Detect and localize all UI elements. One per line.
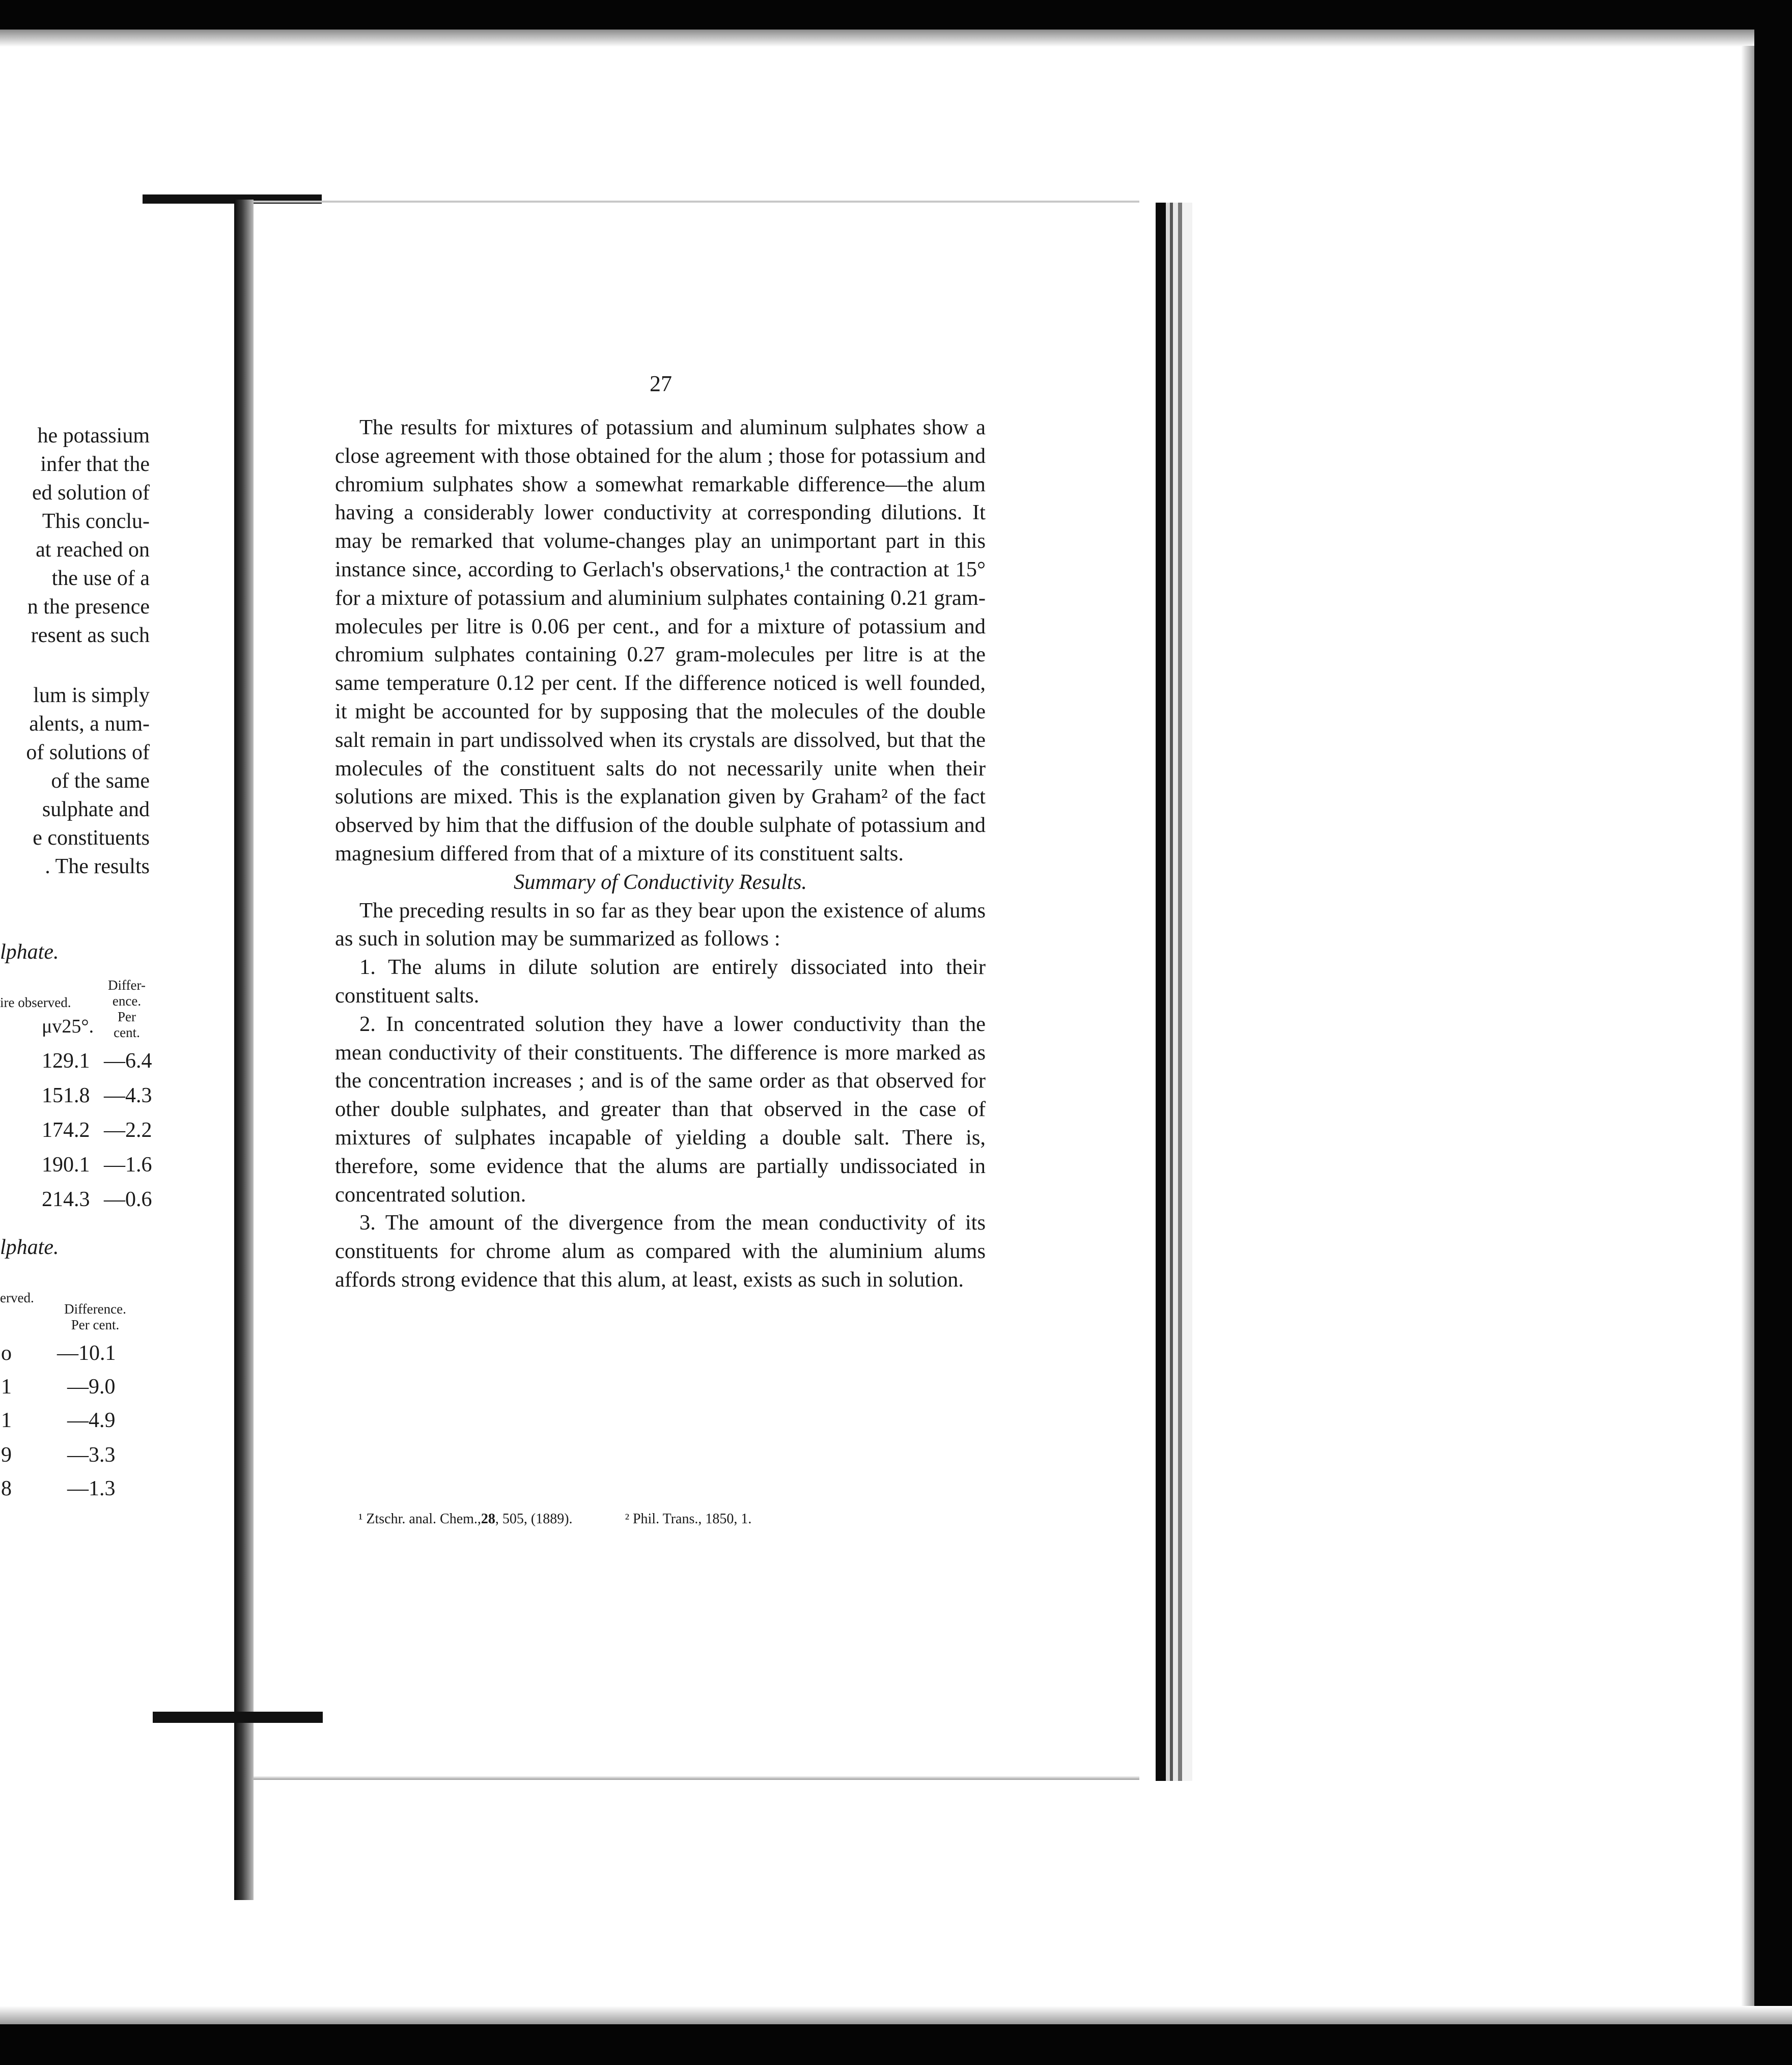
left-table2-diff: —10.1	[57, 1342, 116, 1365]
scan-border-right	[1754, 0, 1792, 2065]
book-spine	[234, 200, 254, 1900]
left-line: of the same	[51, 769, 150, 793]
page-body	[335, 413, 986, 1294]
scan-border-top	[0, 0, 1792, 30]
footnote-2: ² Phil. Trans., 1850, 1.	[625, 1511, 752, 1527]
summary-item-2: 2. In concentrated solution they have a lower conductivity than the mean conductivity of their constituents. The difference is more marked as the concentration increases ; and is of the same order as that observed for other double sulphates, and greater than that observed in the case of mixtures of sulphates incapable of yielding a double salt. There is, therefore, some evidence that the alums are partially undissociated in concentrated solution.	[335, 1012, 986, 1207]
gutter-bar-bottom	[153, 1712, 323, 1723]
left-table2-observed: 8	[1, 1477, 12, 1500]
left-table1-observed: 174.2	[42, 1119, 90, 1142]
left-table1-observed: 190.1	[42, 1153, 90, 1177]
footnote-1-suffix: , 505, (1889).	[495, 1511, 573, 1527]
section-heading: Summary of Conductivity Results.	[513, 870, 807, 894]
footnotes	[358, 1511, 751, 1527]
left-line: at reached on	[36, 538, 150, 562]
left-line: e constituents	[33, 826, 150, 850]
left-line: This conclu-	[42, 510, 150, 533]
left-table1-diff: —1.6	[104, 1153, 152, 1177]
left-table2-observed-header: erved.	[0, 1290, 34, 1305]
left-table1-diff: —2.2	[104, 1119, 152, 1142]
left-page-fragment	[0, 0, 153, 2065]
footnote-1	[358, 1511, 573, 1527]
page-number: 27	[650, 371, 672, 396]
left-table1-diff-header: Differ- ence. Per cent.	[108, 978, 146, 1040]
page-bottom-edge	[254, 1776, 1139, 1780]
left-line: lum is simply	[33, 684, 150, 707]
left-table1-heading: lphate.	[0, 940, 59, 964]
left-table2-observed: o	[1, 1342, 12, 1365]
summary-item-3: 3. The amount of the divergence from the mean conductivity of its constituents for chrome alum as compared with the aluminium alums affords strong evidence that this alum, at least, exists as such in solution.	[335, 1211, 986, 1292]
page-top-edge	[254, 201, 1139, 203]
left-table1-diff: —6.4	[104, 1049, 152, 1073]
left-line: of solutions of	[26, 741, 150, 764]
paragraph-volume-changes: The results for mixtures of potassium and aluminum sulphates show a close agreement with those obtained for the alum ; those for potassium and chromium sulphates show a somewhat remarkable difference—the alum having a considerably lower conductivity at corresponding dilutions. It may be remarked that volume-changes play an unimportant part in this instance since, according to Gerlach's observations,¹ the contraction at 15° for a mixture of potassium and aluminium sulphates containing 0.21 gram-molecules per litre is 0.06 per cent., and for a mixture of potassium and chromium sulphates containing 0.27 gram-molecules per litre is at the same temperature 0.12 per cent. If the difference noticed is well founded, it might be accounted for by supposing that the molecules of the double salt remain in part undissolved when its crystals are dissolved, but that the molecules of the constituent salts do not necessarily unite when their solutions are mixed. This is the explanation given by Graham² of the fact observed by him that the diffusion of the double sulphate of potassium and magnesium differed from that of a mixture of its constituent salts.	[335, 415, 986, 866]
left-line: ed solution of	[32, 481, 150, 505]
left-line: the use of a	[51, 567, 150, 590]
left-line: . The results	[45, 855, 150, 878]
paragraph-summary-intro: The preceding results in so far as they bear upon the existence of alums as such in solution may be summarized as follows :	[335, 898, 986, 951]
left-table1-observed: 129.1	[42, 1049, 90, 1073]
left-table2-diff-header: Difference. Per cent.	[64, 1301, 126, 1332]
scan-border-bottom	[0, 2024, 1792, 2065]
left-line: sulphate and	[42, 798, 150, 821]
left-table2-observed: 9	[1, 1443, 12, 1467]
left-line: infer that the	[40, 453, 150, 476]
left-table2-diff: —4.9	[67, 1409, 116, 1432]
left-line: n the presence	[27, 595, 150, 619]
footnote-1-prefix: ¹ Ztschr. anal. Chem.,	[358, 1511, 481, 1527]
scan-shadow-right	[1741, 46, 1754, 2011]
left-table1-observed: 151.8	[42, 1084, 90, 1107]
left-table1-symbol: μv25°.	[42, 1016, 94, 1037]
left-table2-diff: —3.3	[67, 1443, 116, 1467]
left-table1-diff: —4.3	[104, 1084, 152, 1107]
left-line: he potassium	[37, 424, 150, 448]
left-table2-observed: 1	[1, 1375, 12, 1399]
left-table2-diff: —9.0	[67, 1375, 116, 1399]
scan-shadow-top	[0, 30, 1792, 47]
scan-shadow-bottom	[0, 2006, 1792, 2024]
left-line: resent as such	[31, 624, 150, 647]
left-line: alents, a num-	[29, 712, 150, 736]
left-table1-diff: —0.6	[104, 1188, 152, 1211]
left-table2-diff: —1.3	[67, 1477, 116, 1500]
footnote-1-volume: 28	[481, 1511, 495, 1527]
page-stack-edge	[1156, 203, 1192, 1781]
left-table1-observed: 214.3	[42, 1188, 90, 1211]
left-table2-observed: 1	[1, 1409, 12, 1432]
left-table1-observed-header: ire observed.	[0, 995, 71, 1010]
left-table2-heading: lphate.	[0, 1236, 59, 1259]
summary-item-1: 1. The alums in dilute solution are entirely dissociated into their constituent salts.	[335, 955, 986, 1008]
